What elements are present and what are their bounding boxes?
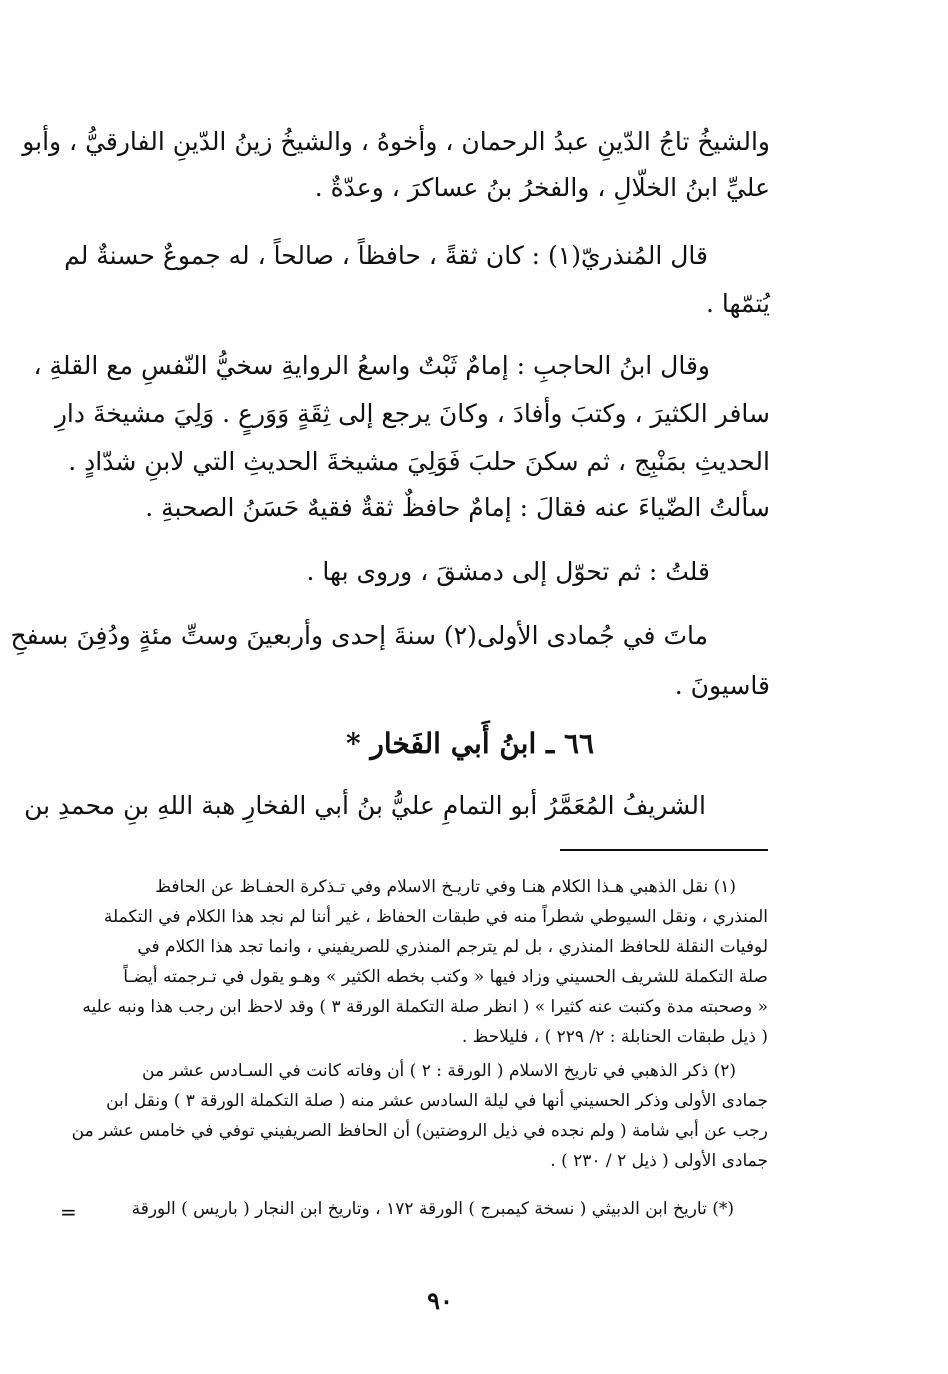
footnote-line-1: (١) نقل الذهبي هـذا الكلام هنـا وفي تاريـخ الاسلام وفي تـذكرة الحفـاظ عن الحافظ: [155, 877, 736, 897]
footnote-line-6: ( ذيل طبقات الحنابلة : ٢/ ٢٢٩ ) ، فليلاحظ .: [461, 1027, 768, 1047]
footnote-line-3: لوفيات النقلة للحافظ المنذري ، بل لم يترجم المنذري للصريفيني ، وانما تجد هذا الكلام في: [137, 937, 768, 957]
body-line-7: الحديثِ بمَنْبِج ، ثم سكنَ حلبَ فَوَلِيَ مشيخةَ الحديثِ التي لابنِ شدّادٍ .: [68, 447, 770, 476]
footnote-separator: [560, 849, 768, 851]
entry-heading: ٦٦ ـ ابنُ أَبي الفَخار *: [345, 727, 595, 760]
body-line-1: والشيخُ تاجُ الدّينِ عبدُ الرحمان ، وأخوهُ ، والشيخُ زينُ الدّينِ الفارقيُّ ، وأبو: [22, 127, 770, 156]
body-line-after-heading: الشريفُ المُعَمَّرُ أبو التمامِ عليُّ بنُ أبي الفخارِ هبة اللهِ بنِ محمدِ بن: [24, 791, 706, 820]
body-line-4: يُتمّها .: [706, 289, 770, 318]
footnote-line-2: المنذري ، ونقل السيوطي شطراً منه في طبقات الحفاظ ، غير أننا لم نجد هذا الكلام في التكملة: [103, 907, 768, 927]
footnote-line-11: (*) تاريخ ابن الدبيثي ( نسخة كيمبرج ) الورقة ١٧٢ ، وتاريخ ابن النجار ( باريس ) الورقة: [131, 1199, 734, 1219]
footnote-line-5: « وصحبته مدة وكتبت عنه كثيرا » ( انظر صلة التكملة الورقة ٣ ) وقد لاحظ ابن رجب هذا ونبه عليه: [82, 997, 768, 1017]
continuation-mark: =: [60, 1200, 77, 1224]
body-line-8: سألتُ الضّياءَ عنه فقالَ : إمامٌ حافظٌ ثقةٌ فقيهٌ حَسَنُ الصحبةِ .: [145, 493, 770, 522]
body-line-2: عليِّ ابنُ الخلّالِ ، والفخرُ بنُ عساكرَ ، وعدّةٌ .: [314, 173, 770, 202]
footnote-line-8: جمادى الأولى وذكر الحسيني أنها في ليلة السادس عشر منه ( صلة التكملة الورقة ٣ ) ونقل ابن: [106, 1091, 768, 1111]
body-line-10: ماتَ في جُمادى الأولى(٢) سنةَ إحدى وأربعينَ وستِّ مئةٍ ودُفِنَ بسفحِ: [10, 621, 708, 650]
body-line-6: سافر الكثيرَ ، وكتبَ وأفادَ ، وكانَ يرجع إلى ثِقَةٍ وَوَرعٍ . وَلِيَ مشيخةَ دارِ: [54, 399, 770, 428]
body-line-3: قال المُنذريّ(١) : كان ثقةً ، حافظاً ، صالحاً ، له جموعٌ حسنةٌ لم: [64, 241, 708, 270]
page-number: ٩٠: [427, 1286, 453, 1315]
body-line-5: وقال ابنُ الحاجبِ : إمامٌ ثَبْتٌ واسعُ الروايةِ سخيُّ النّفسِ مع القلةِ ،: [33, 351, 710, 380]
footnote-line-9: رجب عن أبي شامة ( ولم نجده في ذيل الروضتين) أن الحافظ الصريفيني توفي في خامس عشر من: [71, 1121, 768, 1141]
body-line-11: قاسيونَ .: [674, 671, 770, 700]
body-line-9: قلتُ : ثم تحوّل إلى دمشقَ ، وروى بها .: [306, 557, 710, 586]
footnote-line-4: صلة التكملة للشريف الحسيني وزاد فيها « وكتب بخطه الكثير » وهـو يقول في تـرجمته أيضـاً: [123, 967, 768, 987]
footnote-line-7: (٢) ذكر الذهبي في تاريخ الاسلام ( الورقة : ٢ ) أن وفاته كانت في السـادس عشر من: [142, 1061, 736, 1081]
footnote-line-10: جمادى الأولى ( ذيل ٢ / ٢٣٠ ) .: [550, 1151, 768, 1171]
